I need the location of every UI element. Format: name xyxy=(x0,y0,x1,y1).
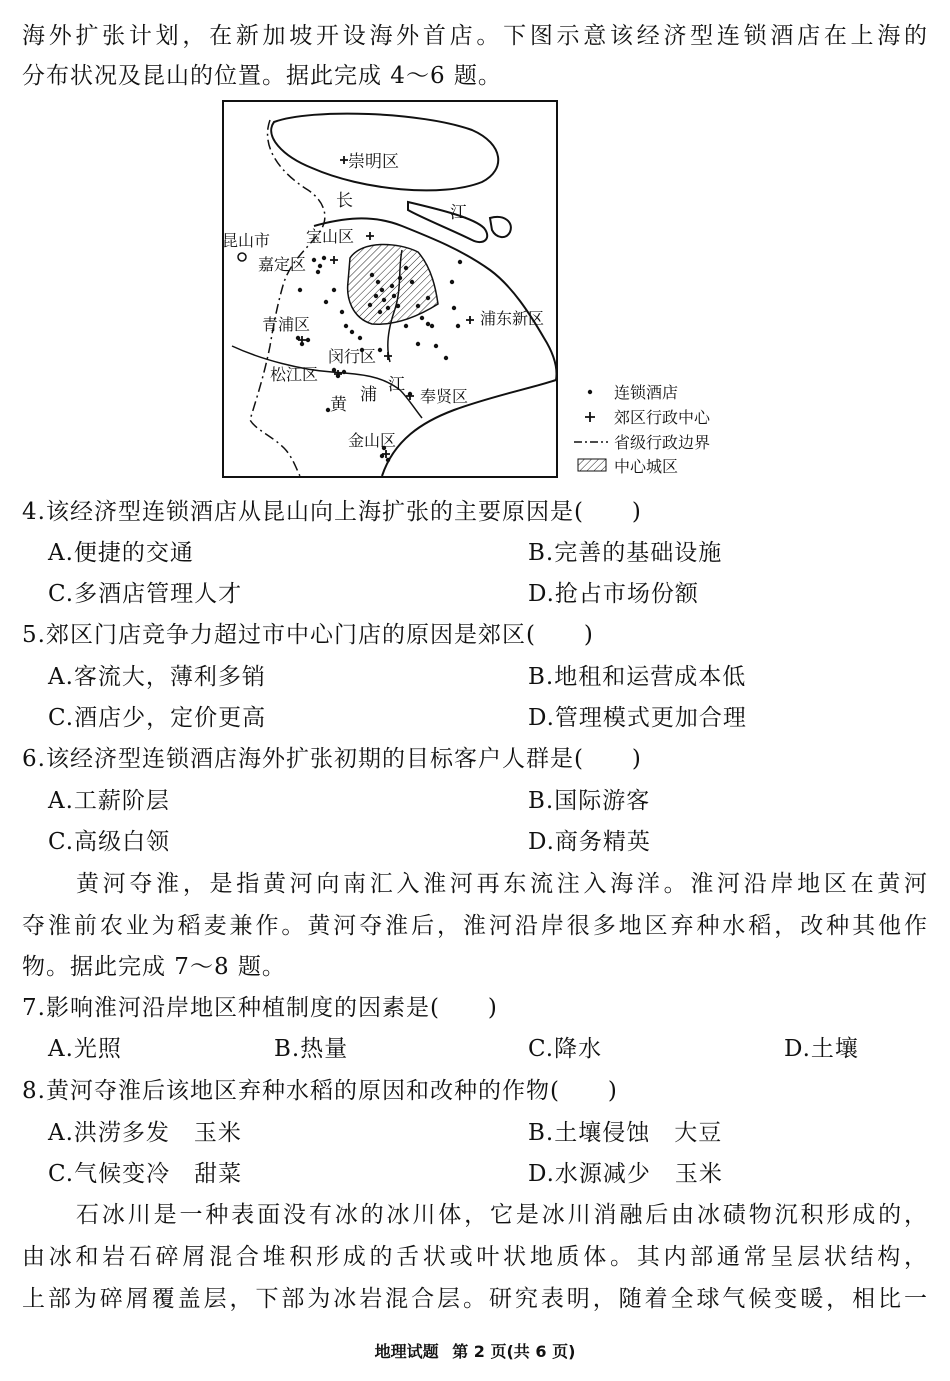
q4-option-d[interactable]: D.抢占市场份额 xyxy=(528,581,699,607)
legend-center-symbol xyxy=(578,459,606,471)
shanghai-hotel-map xyxy=(222,100,730,482)
q7-option-b[interactable]: B.热量 xyxy=(274,1036,349,1062)
legend-admin-symbol xyxy=(585,412,595,422)
q6-option-c[interactable]: C.高级白领 xyxy=(48,829,171,855)
passage2-line-2: 夺淮前农业为稻麦兼作。黄河夺淮后，淮河沿岸很多地区弃种水稻，改种其他作 xyxy=(22,913,928,939)
legend-center-area: 中心城区 xyxy=(614,457,679,476)
label-minhang: 闵行区 xyxy=(328,347,377,366)
intro-line-2: 分布状况及昆山的位置。据此完成 4～6 题。 xyxy=(22,63,502,89)
label-kunshan: 昆山市 xyxy=(222,231,271,250)
q8-option-c[interactable]: C.气候变冷 甜菜 xyxy=(48,1161,243,1187)
q5-option-b[interactable]: B.地租和运营成本低 xyxy=(528,664,747,690)
question-4-stem: 4.该经济型连锁酒店从昆山向上海扩张的主要原因是( ) xyxy=(22,499,642,525)
q7-option-d[interactable]: D.土壤 xyxy=(784,1036,859,1062)
label-fengxian: 奉贤区 xyxy=(420,387,469,406)
label-baoshan: 宝山区 xyxy=(306,227,355,246)
passage2-line-1: 黄河夺淮，是指黄河向南汇入淮河再东流注入海洋。淮河沿岸地区在黄河 xyxy=(76,871,928,897)
label-pu: 浦 xyxy=(360,385,377,405)
q5-option-c[interactable]: C.酒店少，定价更高 xyxy=(48,705,267,731)
label-jiang2: 江 xyxy=(388,375,405,395)
question-8-stem: 8.黄河夺淮后该地区弃种水稻的原因和改种的作物( ) xyxy=(22,1078,618,1104)
label-qingpu: 青浦区 xyxy=(262,315,311,334)
q4-option-a[interactable]: A.便捷的交通 xyxy=(48,540,194,566)
label-chongming: 崇明区 xyxy=(348,152,399,172)
label-huang: 黄 xyxy=(330,395,347,415)
intro-line-1: 海外扩张计划，在新加坡开设海外首店。下图示意该经济型连锁酒店在上海的 xyxy=(22,23,928,49)
passage3-line-2: 由冰和岩石碎屑混合堆积形成的舌状或叶状地质体。其内部通常呈层状结构， xyxy=(22,1244,928,1270)
legend-admin-center: 郊区行政中心 xyxy=(614,408,711,427)
q5-option-a[interactable]: A.客流大，薄利多销 xyxy=(48,664,266,690)
q5-option-d[interactable]: D.管理模式更加合理 xyxy=(528,705,747,731)
q4-option-c[interactable]: C.多酒店管理人才 xyxy=(48,581,243,607)
passage2-line-3: 物。据此完成 7～8 题。 xyxy=(22,954,286,980)
q6-option-a[interactable]: A.工薪阶层 xyxy=(48,788,170,814)
question-6-stem: 6.该经济型连锁酒店海外扩张初期的目标客户人群是( ) xyxy=(22,746,642,772)
q6-option-d[interactable]: D.商务精英 xyxy=(528,829,651,855)
q8-option-d[interactable]: D.水源减少 玉米 xyxy=(528,1161,723,1187)
legend-hotel-symbol xyxy=(588,390,592,394)
label-jiang: 江 xyxy=(450,203,467,223)
question-5-stem: 5.郊区门店竞争力超过市中心门店的原因是郊区( ) xyxy=(22,622,594,648)
passage3-line-1: 石冰川是一种表面没有冰的冰川体，它是冰川消融后由冰碛物沉积形成的， xyxy=(76,1202,928,1228)
question-7-stem: 7.影响淮河沿岸地区种植制度的因素是( ) xyxy=(22,995,498,1021)
label-jinshan: 金山区 xyxy=(348,431,397,450)
label-jiading: 嘉定区 xyxy=(258,255,307,274)
river-island-2 xyxy=(490,217,511,237)
label-chang: 长 xyxy=(336,191,353,211)
footer-subject: 地理试题 xyxy=(374,1342,439,1361)
label-songjiang: 松江区 xyxy=(270,365,319,384)
q7-option-a[interactable]: A.光照 xyxy=(48,1036,122,1062)
map-legend xyxy=(574,383,711,476)
q8-option-a[interactable]: A.洪涝多发 玉米 xyxy=(48,1120,242,1146)
kunshan-marker xyxy=(238,253,246,261)
q6-option-b[interactable]: B.国际游客 xyxy=(528,788,651,814)
legend-boundary: 省级行政边界 xyxy=(614,433,711,452)
legend-hotel: 连锁酒店 xyxy=(614,383,679,402)
q7-option-c[interactable]: C.降水 xyxy=(528,1036,603,1062)
label-pudong: 浦东新区 xyxy=(480,309,545,328)
q8-option-b[interactable]: B.土壤侵蚀 大豆 xyxy=(528,1120,723,1146)
page-footer xyxy=(0,1339,950,1362)
provincial-boundary xyxy=(250,120,325,476)
river-island-1 xyxy=(408,202,487,242)
passage3-line-3: 上部为碎屑覆盖层，下部为冰岩混合层。研究表明，随着全球气候变暖，相比一 xyxy=(22,1286,928,1312)
q4-option-b[interactable]: B.完善的基础设施 xyxy=(528,540,723,566)
footer-page-number: 第 2 页(共 6 页) xyxy=(452,1342,576,1361)
